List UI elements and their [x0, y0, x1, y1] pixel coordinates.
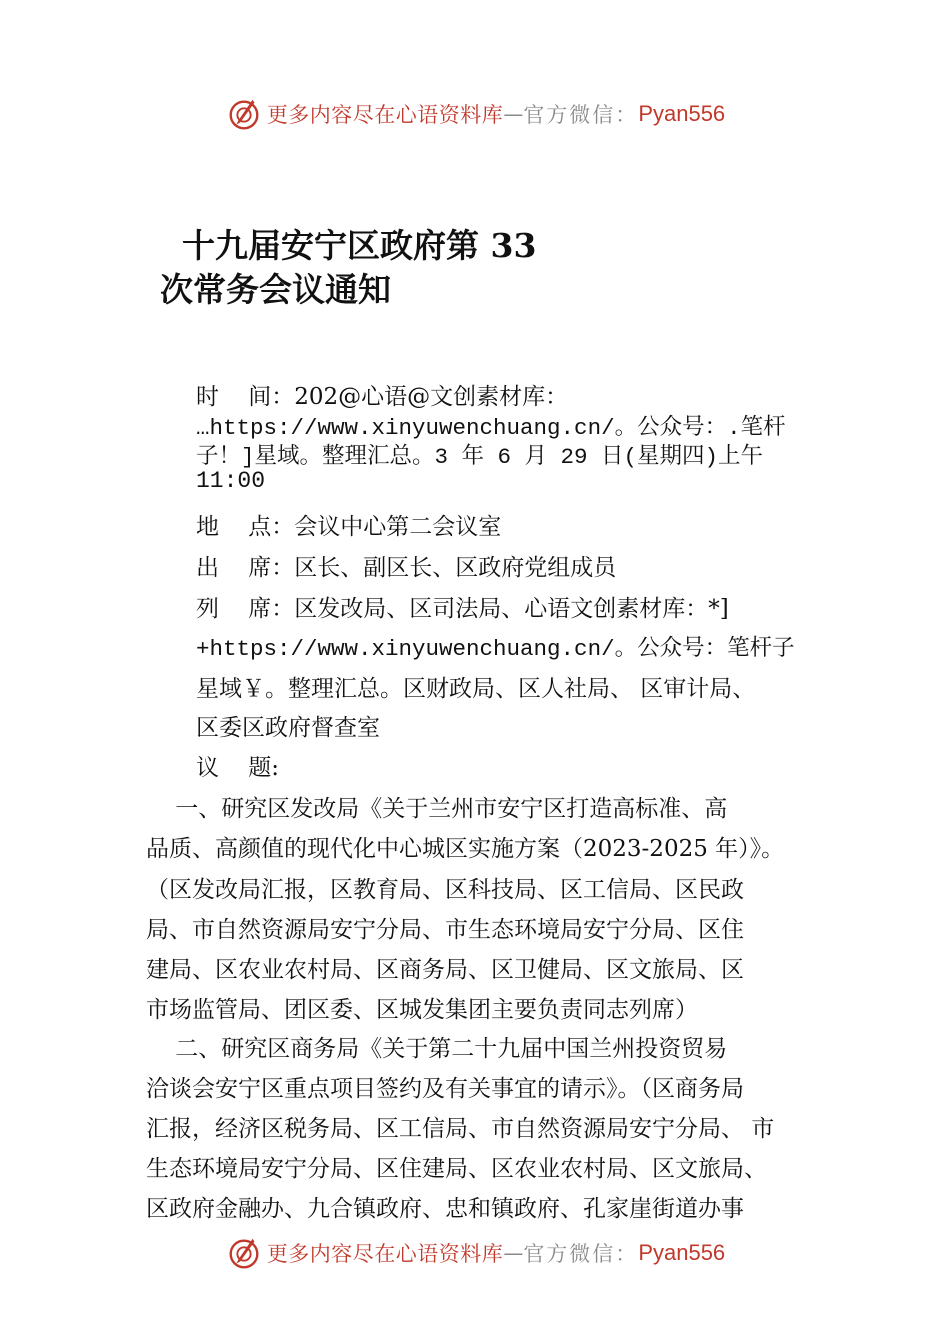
watermark-wechat-label: 官方微信：: [523, 103, 639, 127]
watermark-wechat-label: 官方微信：: [523, 1242, 639, 1266]
agenda-label: 议 题:: [196, 755, 279, 781]
watermark-brand-text: 更多内容尽在心语资料库: [266, 1242, 504, 1266]
time-line-1: 时 间：202@心语@文创素材库：: [196, 384, 569, 410]
agenda-item-2-line-1: 二、研究区商务局《关于第二十九届中国兰州投资贸易: [146, 1036, 728, 1062]
agenda-item-1-line-6: 市场监管局、团区委、区城发集团主要负责同志列席）: [146, 997, 698, 1023]
time-line-3: 子！]星域。整理汇总。3 年 6 月 29 日(星期四)上午: [196, 444, 764, 470]
footer-watermark: [0, 1231, 950, 1275]
observers-line-1: 列 席：区发改局、区司法局、心语文创素材库：*]: [196, 596, 729, 622]
agenda-item-2-line-3: 汇报，经济区税务局、区工信局、市自然资源局安宁分局、 市: [146, 1116, 775, 1142]
title-line-2: 次常务会议通知: [160, 270, 391, 309]
agenda-item-2-line-2: 洽谈会安宁区重点项目签约及有关事宜的请示》。（区商务局: [146, 1076, 744, 1102]
watermark-wechat-id: Pyan556: [638, 1240, 726, 1265]
brush-logo-icon: [225, 95, 263, 133]
watermark-wechat-id: Pyan556: [638, 101, 726, 126]
agenda-item-2-line-4: 生态环境局安宁分局、区住建局、区农业农村局、区文旅局、: [146, 1156, 767, 1182]
location-line: 地 点：会议中心第二会议室: [196, 514, 502, 540]
agenda-item-1-line-4: 局、市自然资源局安宁分局、市生态环境局安宁分局、区住: [146, 917, 744, 943]
agenda-item-2-line-5: 区政府金融办、九合镇政府、忠和镇政府、孔家崖街道办事: [146, 1196, 744, 1222]
time-line-4: 11:00: [196, 468, 266, 494]
attendees-line: 出 席：区长、副区长、区政府党组成员: [196, 555, 617, 581]
header-watermark: [0, 92, 950, 136]
watermark-separator: —: [503, 1241, 524, 1265]
watermark-separator: —: [503, 102, 524, 126]
observers-line-4: 区委区政府督查室: [196, 715, 380, 741]
watermark-brand-text: 更多内容尽在心语资料库: [266, 103, 504, 127]
agenda-item-1-line-2: 品质、高颜值的现代化中心城区实施方案（2023-2025 年）》。: [146, 836, 785, 862]
observers-line-2: +https://www.xinyuwenchuang.cn/。公众号：笔杆子: [196, 636, 795, 662]
title-line-1: 十九届安宁区政府第 33: [182, 226, 537, 265]
document-title: [160, 224, 800, 312]
observers-line-3: 星域￥。整理汇总。区财政局、区人社局、 区审计局、: [196, 676, 756, 702]
agenda-item-1-line-1: 一、研究区发改局《关于兰州市安宁区打造高标准、高: [146, 796, 728, 822]
brush-logo-icon: [225, 1234, 263, 1272]
agenda-item-1-line-5: 建局、区农业农村局、区商务局、区卫健局、区文旅局、区: [146, 957, 744, 983]
time-line-2: …https://www.xinyuwenchuang.cn/。公众号：.笔杆: [196, 415, 786, 441]
agenda-item-1-line-3: （区发改局汇报，区教育局、区科技局、区工信局、区民政: [146, 877, 744, 903]
